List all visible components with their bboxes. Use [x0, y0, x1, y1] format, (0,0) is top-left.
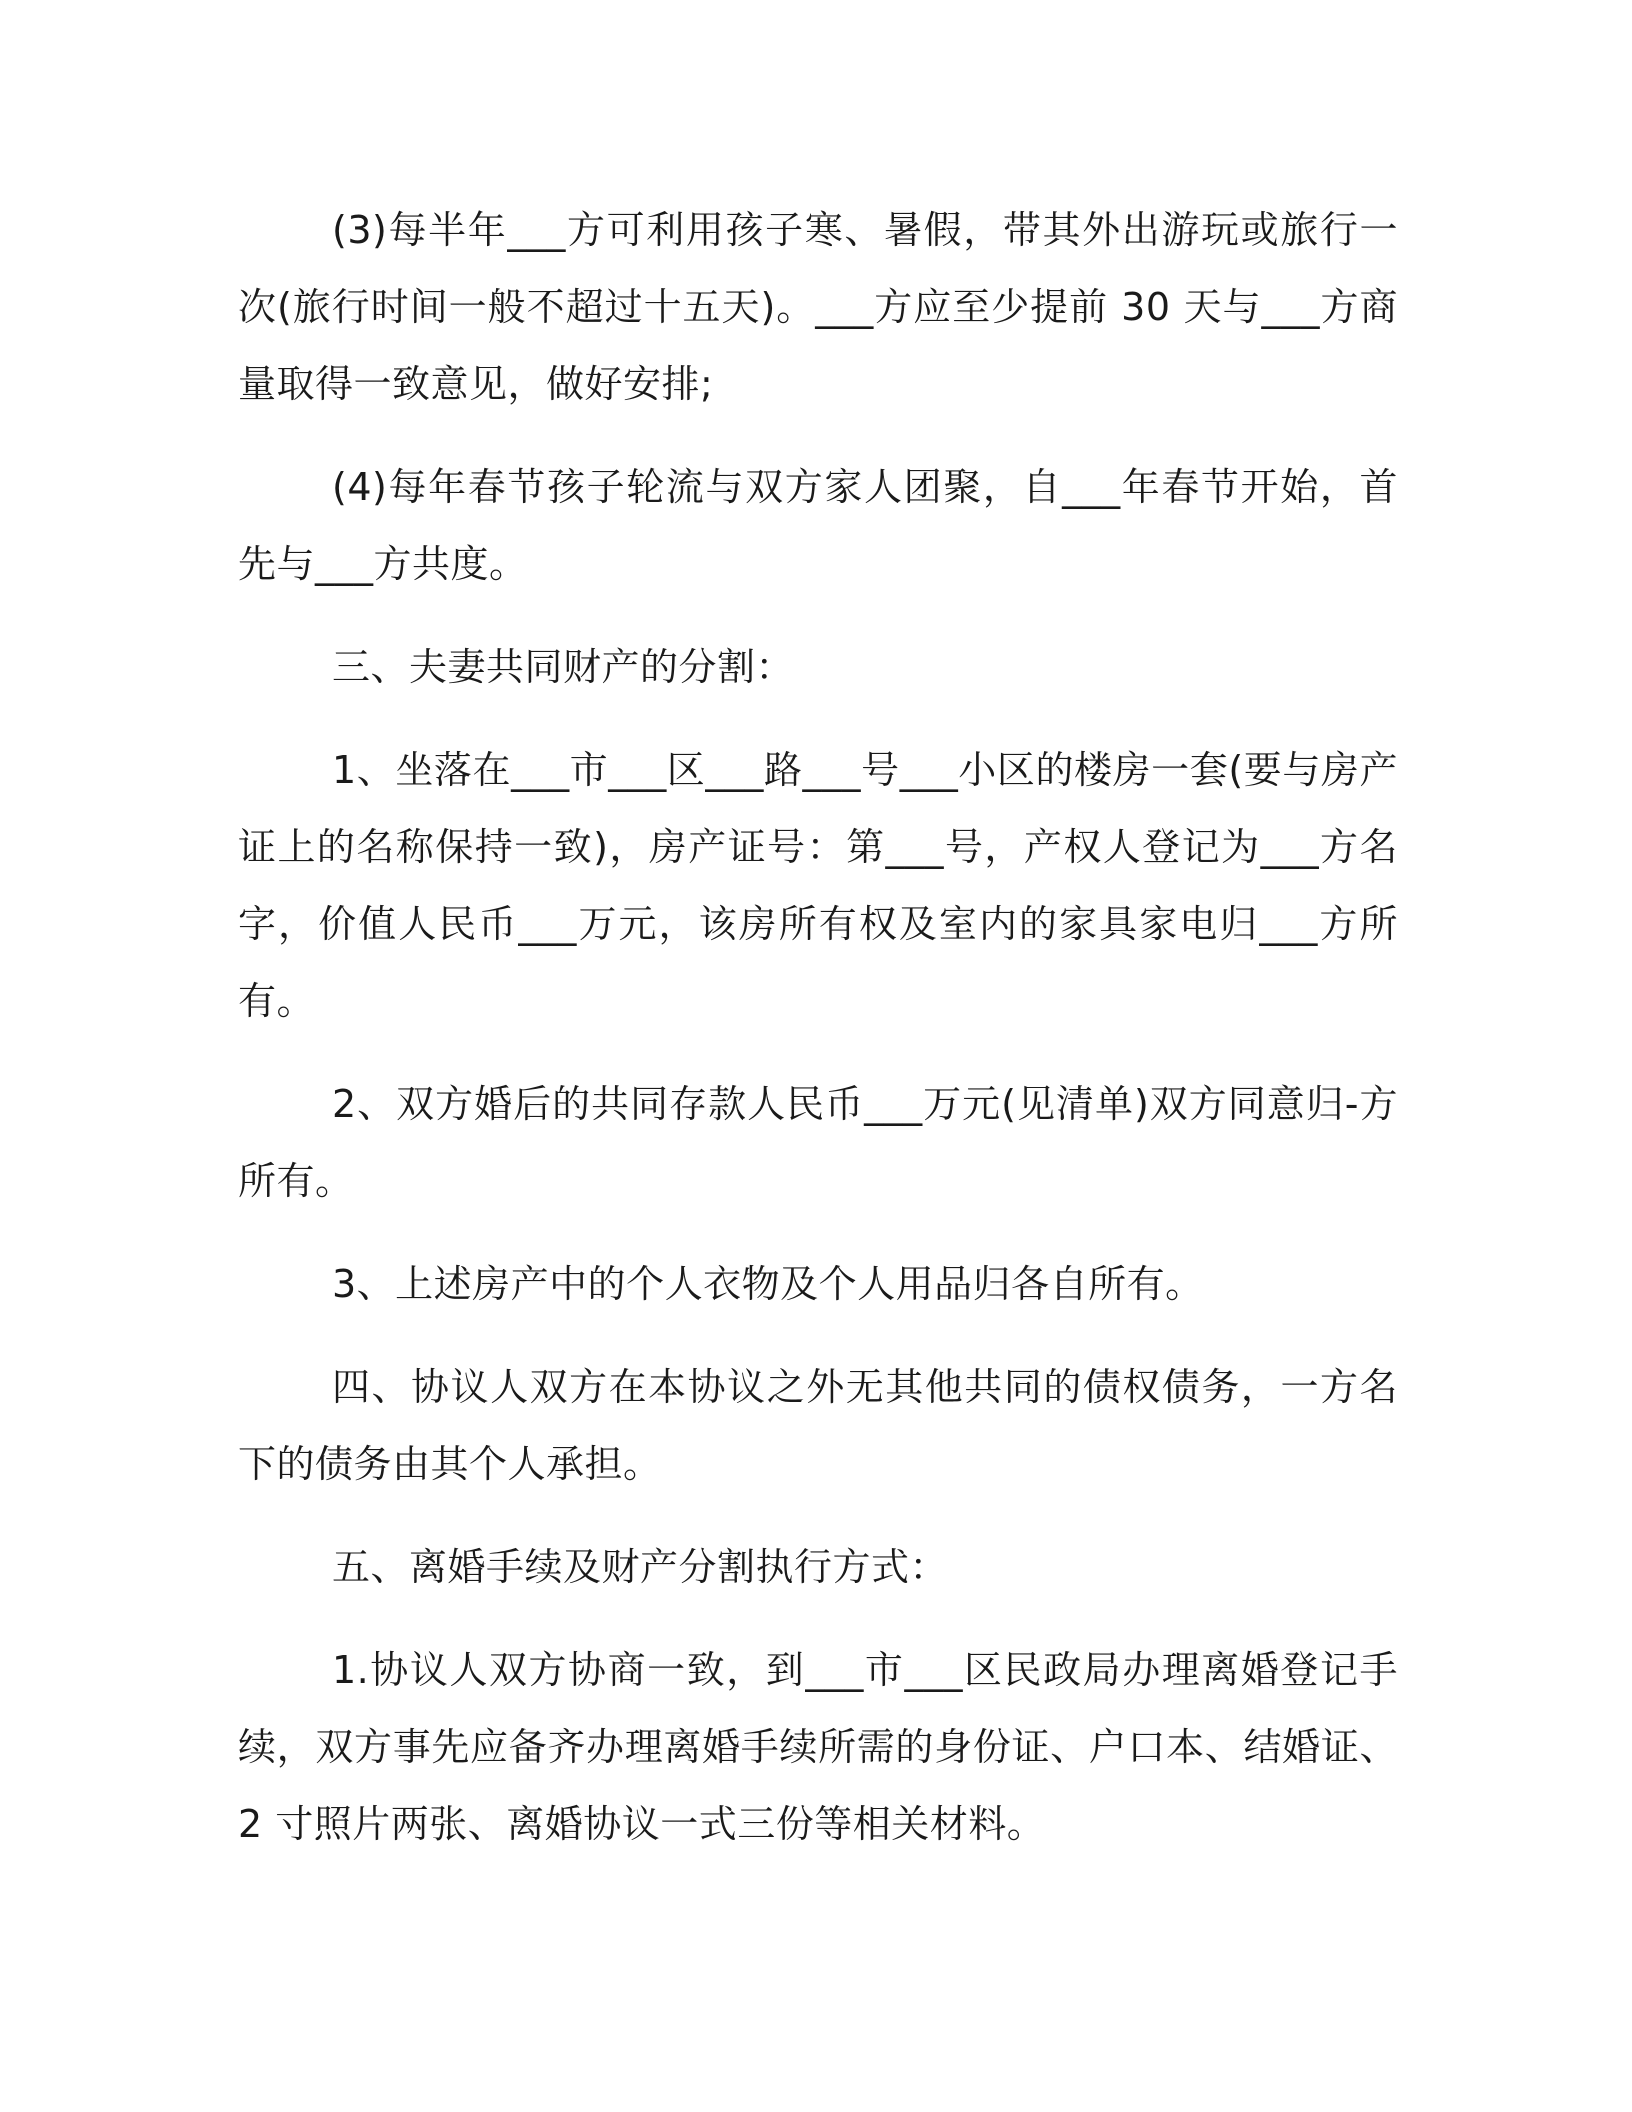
paragraph-registration: 1.协议人双方协商一致，到___市___区民政局办理离婚登记手续，双方事先应备齐办理离婚手续所需的身份证、户口本、结婚证、2 寸照片两张、离婚协议一式三份等相关材料。 [238, 1648, 1398, 1846]
paragraph-house: 1、坐落在___市___区___路___号___小区的楼房一套(要与房产证上的名称保持一致)，房产证号：第___号，产权人登记为___方名字，价值人民币___万元，该房所有权及室内的家具家电归___方所有。 [238, 748, 1398, 1023]
section-heading-debts: 四、协议人双方在本协议之外无其他共同的债权债务，一方名下的债务由其个人承担。 [238, 1365, 1398, 1486]
paragraph-spring-festival: (4)每年春节孩子轮流与双方家人团聚，自___年春节开始，首先与___方共度。 [238, 465, 1398, 586]
document-body [238, 192, 1398, 1889]
section-heading-property-division: 三、夫妻共同财产的分割： [332, 645, 795, 689]
paragraph-savings: 2、双方婚后的共同存款人民币___万元(见清单)双方同意归-方所有。 [238, 1082, 1398, 1203]
paragraph-personal-items: 3、上述房产中的个人衣物及个人用品归各自所有。 [332, 1262, 1204, 1306]
paragraph-vacation-travel: (3)每半年___方可利用孩子寒、暑假，带其外出游玩或旅行一次(旅行时间一般不超过十五天)。___方应至少提前 30 天与___方商量取得一致意见，做好安排; [238, 208, 1398, 406]
section-heading-procedures: 五、离婚手续及财产分割执行方式： [332, 1545, 949, 1589]
